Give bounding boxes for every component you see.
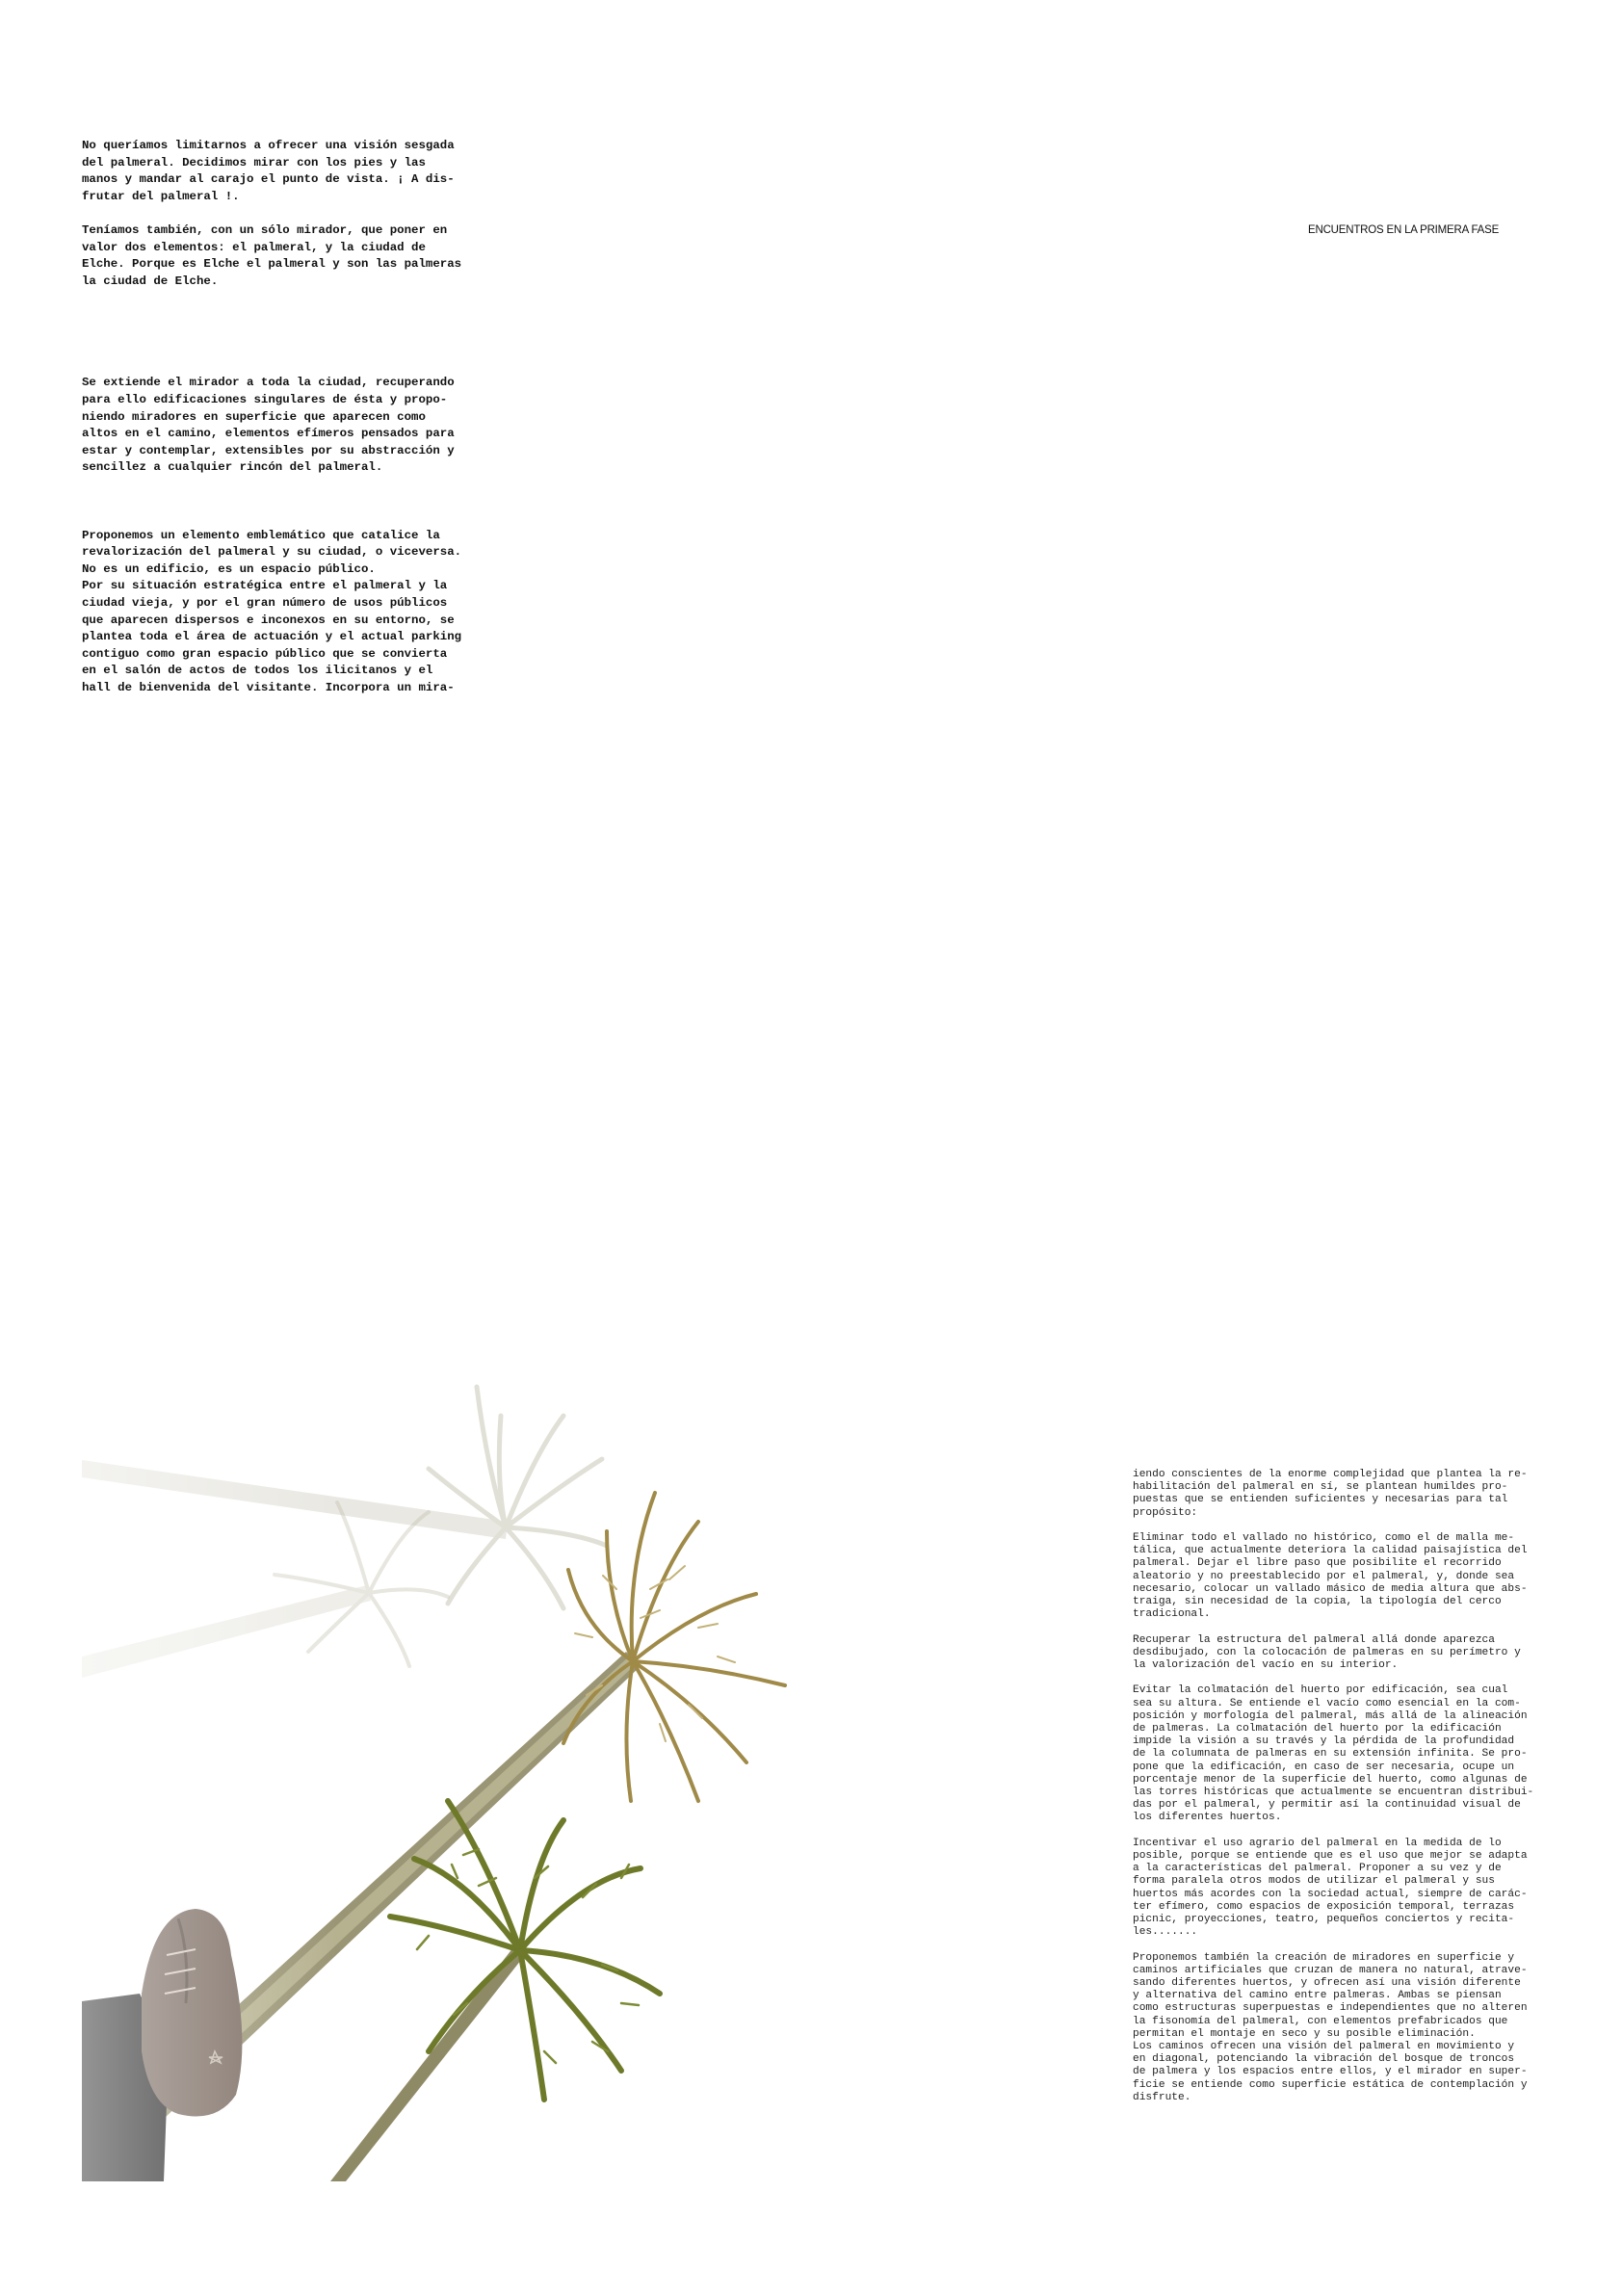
left-text-column [82,138,525,697]
right-paragraph-2: Eliminar todo el vallado no histórico, como el de malla me- tálica, que actualmente deteriora la calidad paisajística del palmeral. Dejar el libre paso que posibilite el recorrido aleatorio y no preestablecido por el palmeral, y, donde sea necesario, colocar un vallado másico de media altura que abs- traiga, sin necesidad de la copia, la tipología del cerco tradicional. [1133,1532,1528,1621]
right-text-column [1133,1469,1566,2104]
right-paragraph-4: Evitar la colmatación del huerto por edificación, sea cual sea su altura. Se entiende el vacío como esencial en la com- posición y morfología del palmeral, más allá de la alineación de palmeras. La colmatación del huerto por la edificación impide la visión a su través y la pérdida de la profundidad de la columnata de palmeras en su extensión infinita. Se pro- pone que la edificación, en caso de ser necesaria, ocupe un porcentaje menor de la superficie del huerto, como algunas de las torres históricas que actualmente se encuentran distribui- das por el palmeral, y permitir así la continuidad visual de los diferentes huertos. [1133,1684,1534,1824]
right-paragraph-5: Incentivar el uso agrario del palmeral en la medida de lo posible, porque se entiende que es el uso que mejor se adapta a la características del palmeral. Proponer a su vez y de forma paralela otros modos de utilizar el palmeral y sus huertos más acordes con la sociedad actual, siempre de carác- ter efímero, como espacios de exposición temporal, terrazas picnic, proyecciones, teatro, pequeños conciertos y recita- les....... [1133,1837,1528,1939]
left-paragraph-3: Se extiende el mirador a toda la ciudad, recuperando para ello edificaciones singulares de ésta y propo- niendo miradores en superficie que aparecen como altos en el camino, elementos efímeros pensados para estar y contemplar, extensibles por su abstracción y sencillez a cualquier rincón del palmeral. [82,376,455,475]
left-paragraph-4: Proponemos un elemento emblemático que catalice la revalorización del palmeral y su ciudad, o viceversa. No es un edificio, es un espacio público. Por su situación estratégica entre el palmeral y la ciudad vieja, y por el gran número de usos públicos que aparecen dispersos e inconexos en su entorno, se plantea toda el área de actuación y el actual parking contiguo como gran espacio público que se convierta en el salón de actos de todos los ilicitanos y el hall de bienvenida del visitante. Incorpora un mira- [82,528,462,695]
left-paragraph-1: No queríamos limitarnos a ofrecer una visión sesgada del palmeral. Decidimos mirar con los pies y las manos y mandar al carajo el punto de vista. ¡ A dis- frutar del palmeral !. [82,139,455,203]
right-paragraph-1: iendo conscientes de la enorme complejidad que plantea la re- habilitación del palmeral en sí, se plantean humildes pro- puestas que se entienden suficientes y necesarias para tal propósito: [1133,1469,1528,1519]
section-title: ENCUENTROS EN LA PRIMERA FASE [1308,224,1500,236]
left-paragraph-2: Teníamos también, con un sólo mirador, que poner en valor dos elementos: el palmeral, y la ciudad de Elche. Porque es Elche el palmeral y son las palmeras la ciudad de Elche. [82,222,462,288]
right-paragraph-3: Recuperar la estructura del palmeral allá donde aparezca desdibujado, con la colocación de palmeras en su perímetro y la valorización del vacío en su interior. [1133,1633,1521,1672]
right-paragraph-6: Proponemos también la creación de miradores en superficie y caminos artificiales que cruzan de manera no natural, atrave- sando diferentes huertos, y ofrecen así una visión diferente y alternativa del camino entre palmeras. Ambas se piensan como estructuras superpuestas e independientes que no alteren la fisonomía del palmeral, con elementos prefabricados que permitan el montaje en seco y su posible eliminación. Los caminos ofrecen una visión del palmeral en movimiento y en diagonal, potenciando la vibración del bosque de troncos de palmera y los espacios entre ellos, y el mirador en super- ficie se entiende como superficie estática de contemplación y disfrute. [1133,1951,1528,2103]
palm-trees-illustration [82,1377,814,2181]
